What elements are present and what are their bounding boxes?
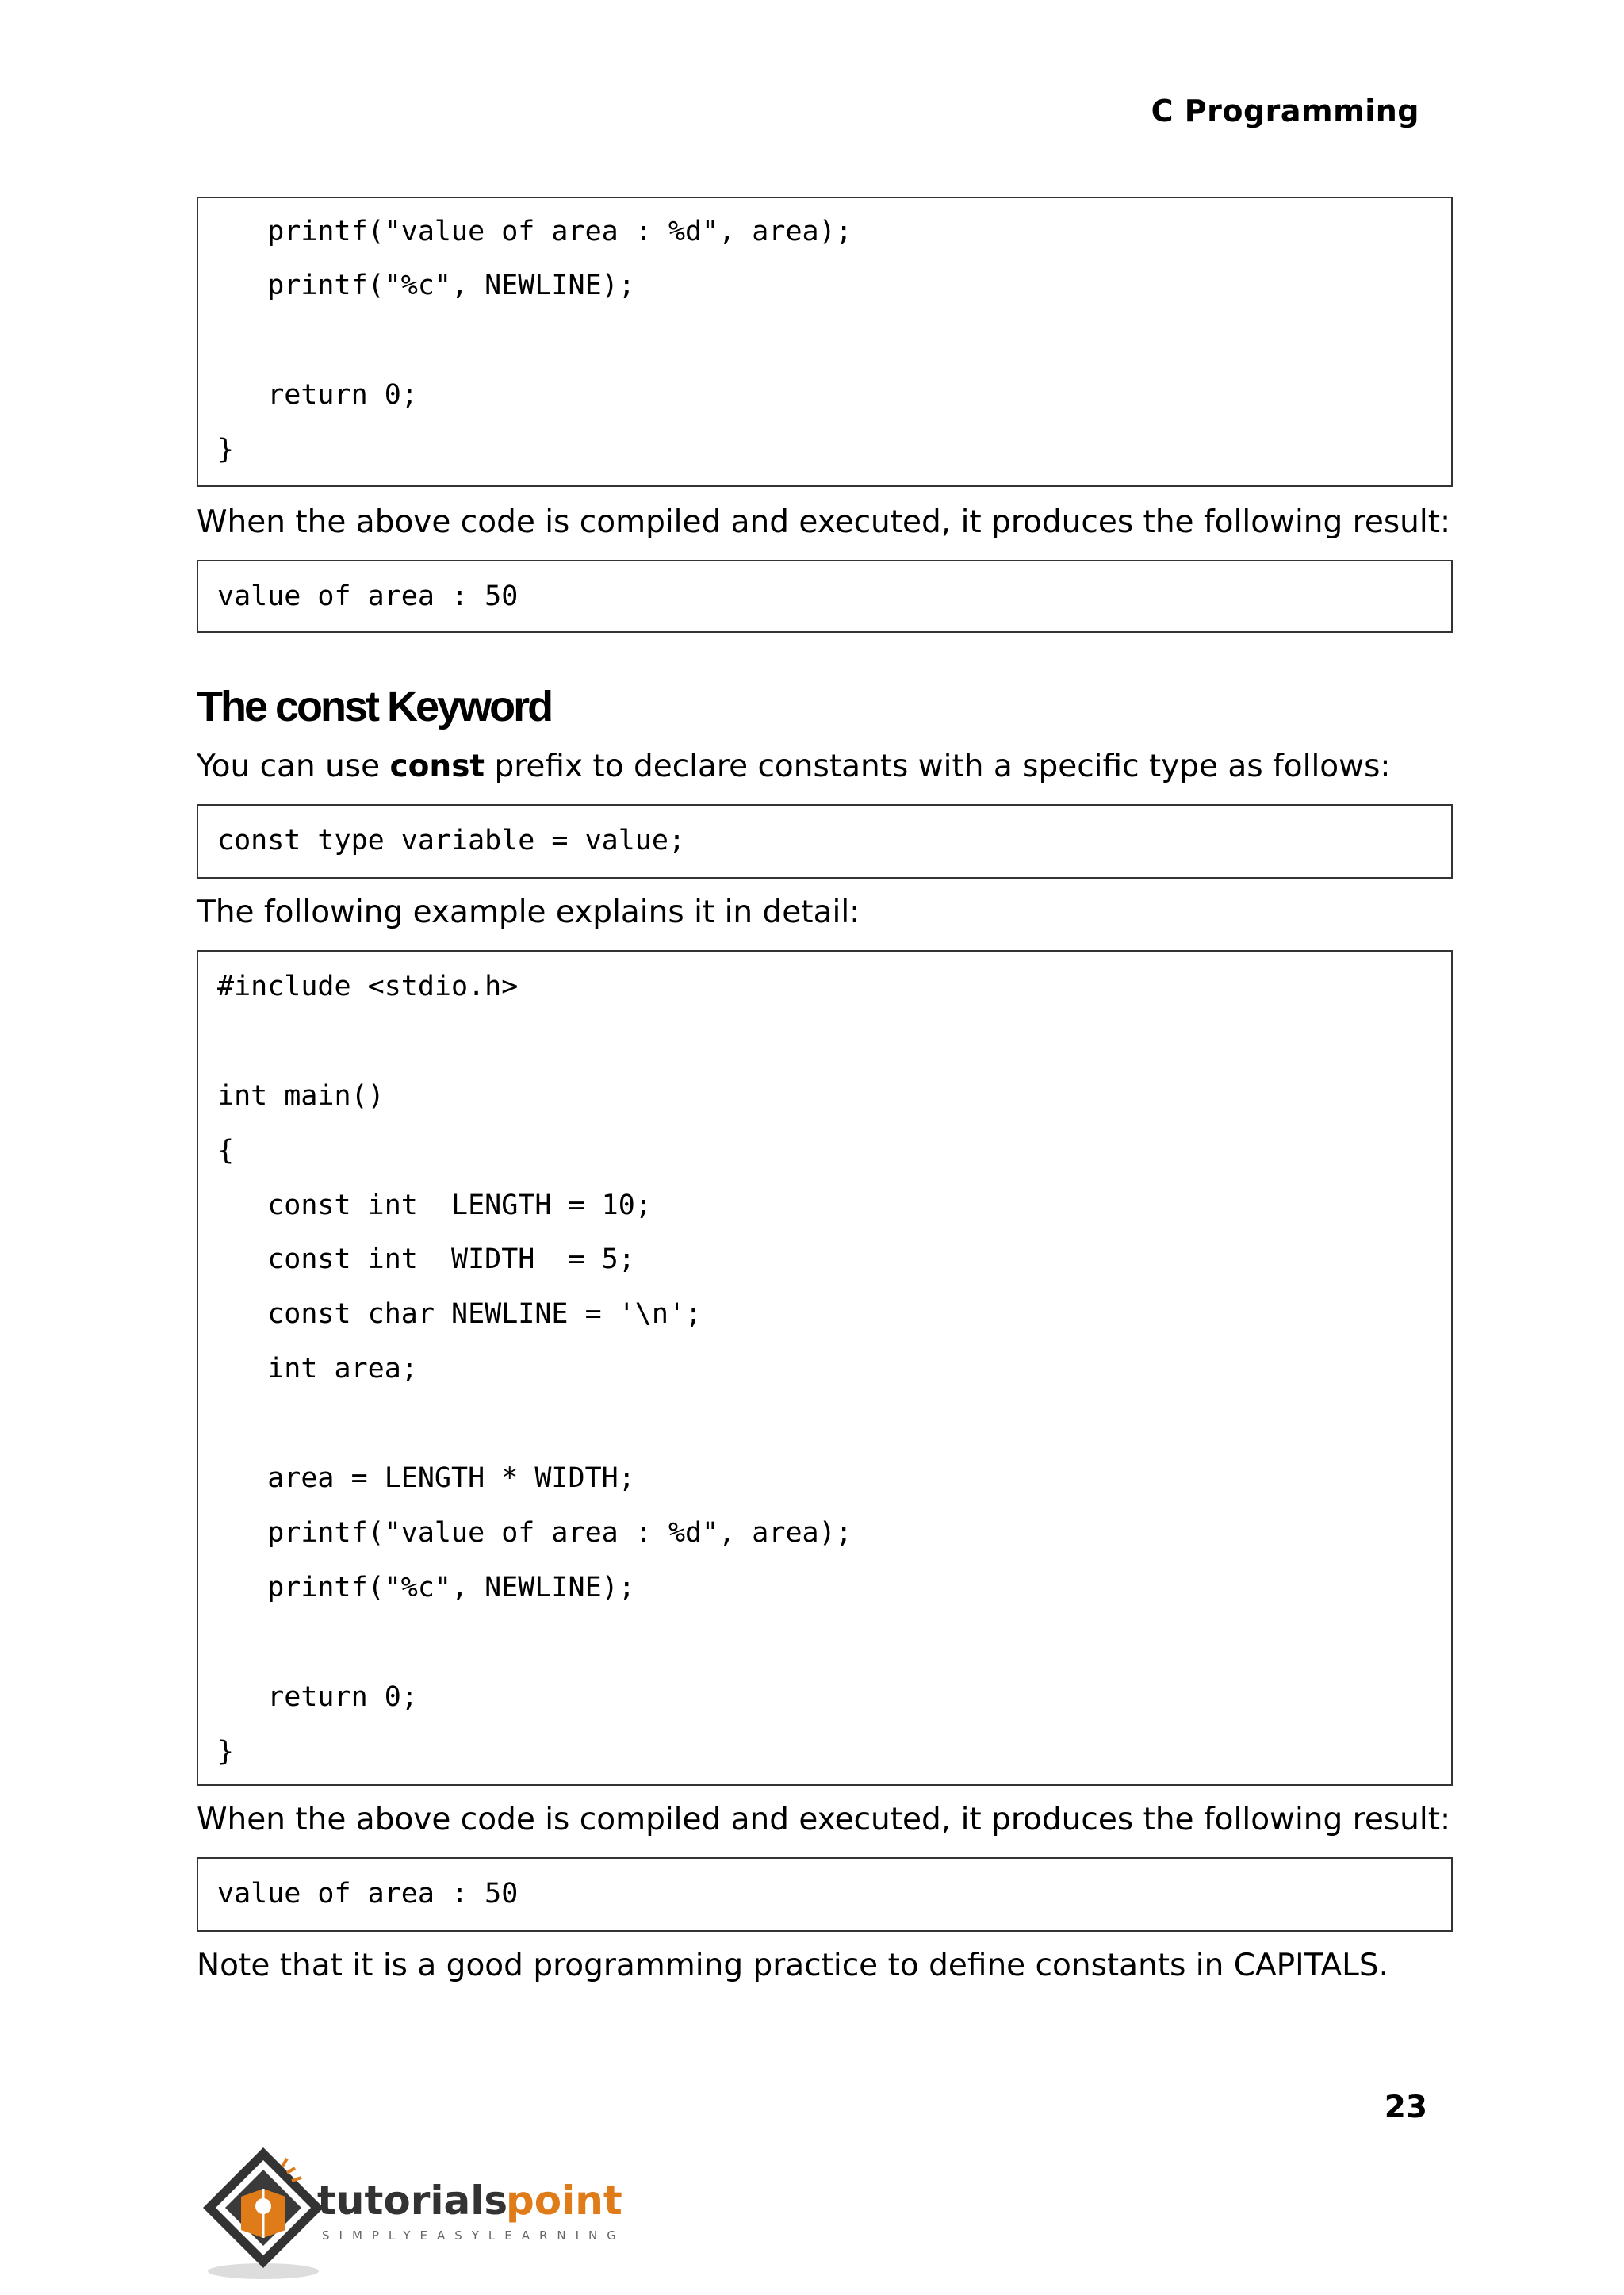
code-line: } xyxy=(217,434,235,466)
logo-text-accent: point xyxy=(506,2178,622,2224)
syntax-box xyxy=(197,804,1453,879)
code-line: } xyxy=(217,1736,235,1768)
code-block-continuation xyxy=(197,197,1453,487)
code-line: area = LENGTH * WIDTH; xyxy=(217,1462,635,1494)
code-line: const int LENGTH = 10; xyxy=(217,1190,652,1221)
code-line: printf("%c", NEWLINE); xyxy=(217,270,635,301)
const-intro-text xyxy=(197,749,1391,784)
code-line: int main() xyxy=(217,1080,385,1112)
code-line: int area; xyxy=(217,1353,418,1385)
code-line: const int WIDTH = 5; xyxy=(217,1243,635,1275)
page-header-title: C Programming xyxy=(1151,94,1419,128)
example-intro-text: The following example explains it in detail: xyxy=(197,895,860,930)
code-line: printf("value of area : %d", area); xyxy=(217,1517,852,1549)
output-box-2 xyxy=(197,1857,1453,1932)
logo-text-primary: tutorials xyxy=(317,2178,508,2224)
logo-mark-icon xyxy=(193,2141,638,2284)
text-span: prefix to declare constants with a specific type as follows: xyxy=(485,749,1391,784)
logo-tagline: SIMPLYEASYLEARNING xyxy=(322,2228,626,2243)
note-text: Note that it is a good programming practice to define constants in CAPITALS. xyxy=(197,1948,1389,1983)
code-line: printf("%c", NEWLINE); xyxy=(217,1572,635,1603)
output-line: value of area : 50 xyxy=(217,580,519,612)
result-intro-text-2: When the above code is compiled and executed, it produces the following result: xyxy=(197,1802,1451,1837)
code-line: printf("value of area : %d", area); xyxy=(217,216,852,247)
code-line: return 0; xyxy=(217,1681,418,1713)
tutorialspoint-logo xyxy=(193,2141,638,2287)
code-line: return 0; xyxy=(217,379,418,411)
bold-keyword: const xyxy=(389,749,485,784)
text-span: You can use xyxy=(197,749,390,784)
page-number: 23 xyxy=(1384,2090,1427,2125)
result-intro-text: When the above code is compiled and executed, it produces the following result: xyxy=(197,504,1451,540)
code-line: { xyxy=(217,1135,235,1167)
code-line: #include <stdio.h> xyxy=(217,971,519,1002)
code-block-example xyxy=(197,950,1453,1786)
code-line: const char NEWLINE = '\n'; xyxy=(217,1298,703,1330)
output-line: value of area : 50 xyxy=(217,1878,519,1910)
section-heading: The const Keyword xyxy=(197,683,552,730)
output-box xyxy=(197,560,1453,633)
syntax-line: const type variable = value; xyxy=(217,825,686,856)
